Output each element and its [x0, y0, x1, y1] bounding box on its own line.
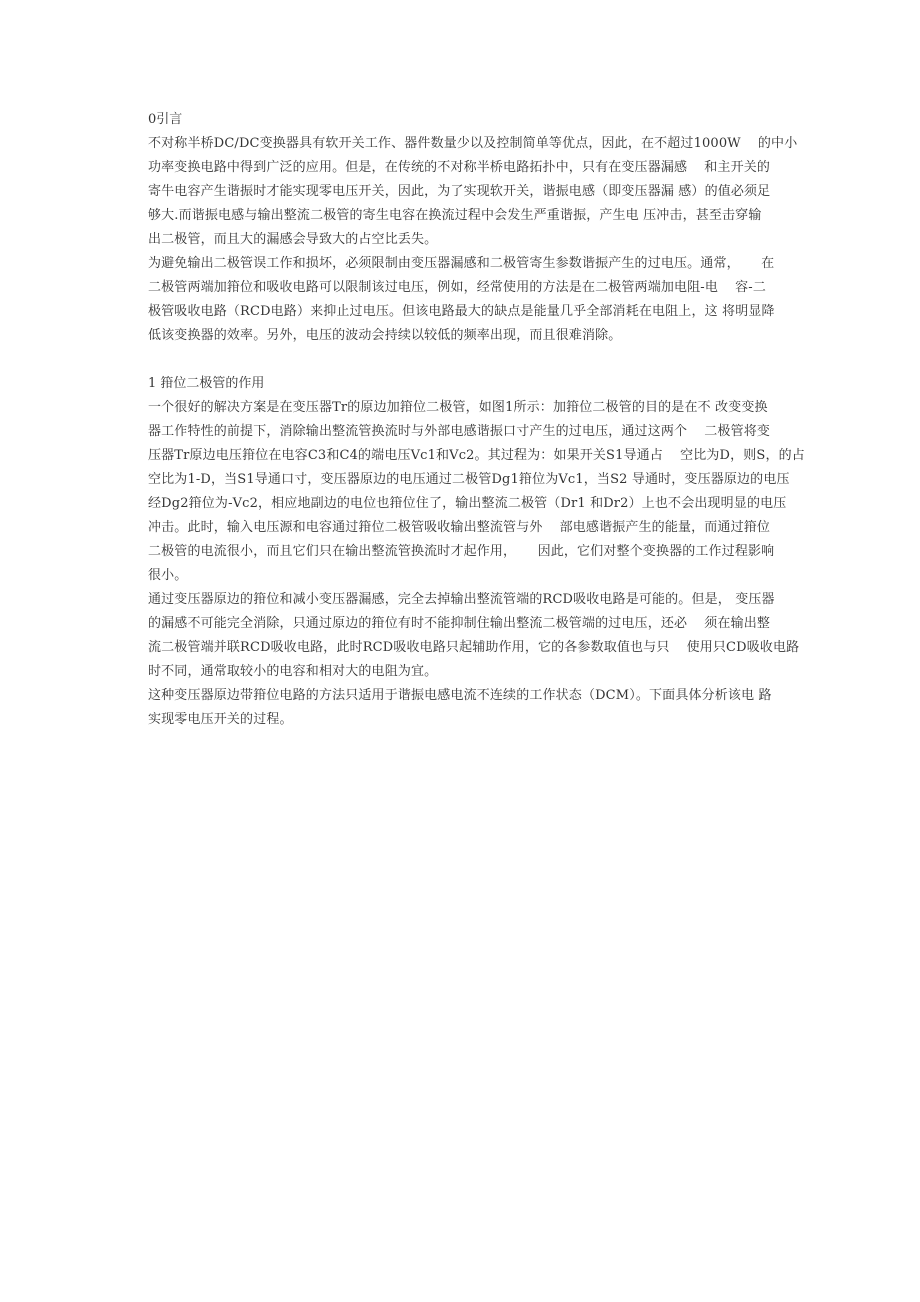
- text-line: 的漏感不可能完全消除，只通过原边的箝位有时不能抑制住输出整流二极管端的过电压，还必 须在输出整: [148, 616, 771, 631]
- text-line: 一个很好的解决方案是在变压器Tr的原边加箝位二极管，如图1所示：加箝位二极管的目的是在不 改变变换: [148, 400, 768, 415]
- paragraph-intro-2: [148, 252, 784, 348]
- paragraph-clamp-1: [148, 396, 805, 588]
- section-heading-clamp-diode: 1 箝位二极管的作用: [148, 376, 265, 391]
- text-line: 功率变换电路中得到广泛的应用。但是，在传统的不对称半桥电路拓扑中，只有在变压器漏感 和主开关的: [148, 160, 771, 175]
- text-line: 经Dg2箝位为-Vc2，相应地副边的电位也箝位住了，输出整流二极管（Dr1 和Dr2）上也不会出现明显的电压: [148, 496, 787, 511]
- paragraph-clamp-3: [148, 684, 784, 732]
- text-line: 二极管的电流很小，而且它们只在输出整流管换流时才起作用， 因此，它们对整个变换器的工作过程影响: [148, 544, 775, 559]
- section-heading-introduction: 0引言: [148, 112, 183, 127]
- text-line: 为避免输出二极管误工作和损坏，必须限制由变压器漏感和二极管寄生参数谐振产生的过电压。通常， 在: [148, 256, 775, 271]
- text-line: 不对称半桥DC/DC变换器具有软开关工作、器件数量少以及控制简单等优点，因此，在不超过1000W 的中小: [148, 136, 798, 151]
- paragraph-clamp-2: [148, 588, 800, 684]
- text-line: 实现零电压开关的过程。: [148, 712, 293, 727]
- text-line: 很小。: [148, 568, 188, 583]
- paragraph-intro-1: [148, 132, 798, 252]
- text-line: 冲击。此时，输入电压源和电容通过箝位二极管吸收输出整流管与外 部电感谐振产生的能量，而通过箝位: [148, 520, 771, 535]
- text-line: 时不同，通常取较小的电容和相对大的电阻为宜。: [148, 664, 438, 679]
- text-line: 出二极管，而且大的漏感会导致大的占空比丢失。: [148, 232, 438, 247]
- text-line: 空比为1-D，当S1导通口寸，变压器原边的电压通过二极管Dg1箝位为Vc1，当S2 导通时，变压器原边的电压: [148, 472, 790, 487]
- text-line: 这种变压器原边带箝位电路的方法只适用于谐振电感电流不连续的工作状态（DCM）。下面具体分析该电 路: [148, 688, 772, 703]
- text-line: 二极管两端加箝位和吸收电路可以限制该过电压，例如，经常使用的方法是在二极管两端加电阻-电 容-二: [148, 280, 766, 295]
- text-line: 够大.而谐振电感与输出整流二极管的寄生电容在换流过程中会发生严重谐振，产生电 压冲击，甚至击穿输: [148, 208, 762, 223]
- text-line: 低该变换器的效率。另外，电压的波动会持续以较低的频率出现，而且很难消除。: [148, 328, 622, 343]
- text-line: 通过变压器原边的箝位和减小变压器漏感，完全去掉输出整流管端的RCD吸收电路是可能的。但是， 变压器: [148, 592, 775, 607]
- text-line: 器工作特性的前提下，消除输出整流管换流时与外部电感谐振口寸产生的过电压，通过这两个 二极管将变: [148, 424, 771, 439]
- section-spacer: [148, 348, 784, 372]
- text-line: 压器Tr原边电压箝位在电容C3和C4的端电压Vc1和Vc2。其过程为：如果开关S1导通占 空比为D，则S，的占: [148, 448, 805, 463]
- text-line: 流二极管端并联RCD吸收电路，此时RCD吸收电路只起辅助作用，它的各参数取值也与只 使用只CD吸收电路: [148, 640, 800, 655]
- document-body: [148, 108, 805, 732]
- text-line: 极管吸收电路（RCD电路）来抑止过电压。但该电路最大的缺点是能量几乎全部消耗在电阻上，这 将明显降: [148, 304, 775, 319]
- text-line: 寄牛电容产生谐振时才能实现零电压开关，因此，为了实现软开关，谐振电感（即变压器漏 感）的值必须足: [148, 184, 771, 199]
